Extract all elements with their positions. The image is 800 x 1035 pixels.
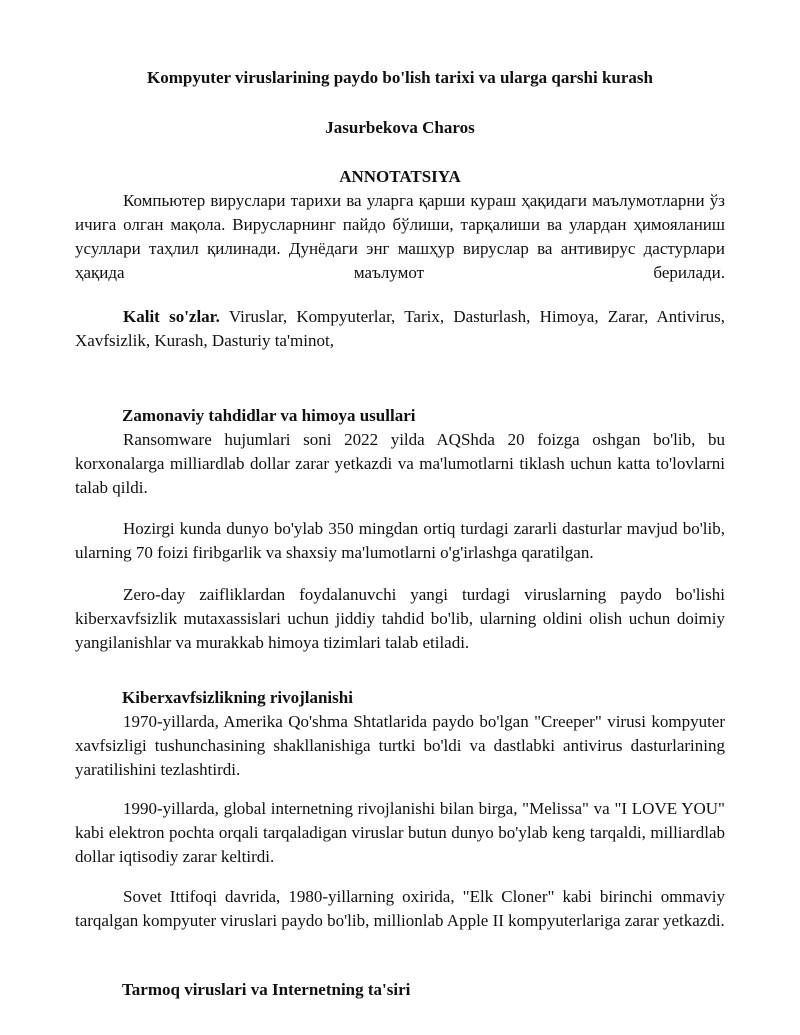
annotation-paragraph: Компьютер вируслари тарихи ва уларга қарши кураш ҳақидаги маълумотларни ўз ичига олган мақола. Вирусларнинг пайдо бўлиши, тарқалиши ва улардан ҳимояланиш усуллари таҳлил қилинади. Дунёдаги энг машҳур вируслар ва антивирус дастурлари ҳақида маълумот берилади. bbox=[75, 191, 725, 282]
section-paragraph: Hozirgi kunda dunyo bo'ylab 350 mingdan ortiq turdagi zararli dasturlar mavjud bo'lib, ularning 70 foizi firibgarlik va shaxsiy ma'lumotlarni o'g'irlashga qaratilgan. bbox=[75, 519, 725, 562]
keywords-label: Kalit so'zlar. bbox=[123, 307, 220, 326]
document-title: Kompyuter viruslarining paydo bo'lish tarixi va ularga qarshi kurash bbox=[147, 68, 653, 87]
section-paragraph: 1970-yillarda, Amerika Qo'shma Shtatlarida paydo bo'lgan "Creeper" virusi kompyuter xavfsizligi tushunchasining shakllanishiga turtki bo'ldi va dastlabki antivirus dasturlarining yaratilishini tezlashtirdi. bbox=[75, 712, 725, 779]
section-paragraph: Zero-day zaifliklardan foydalanuvchi yangi turdagi viruslarning paydo bo'lishi kiberxavfsizlik mutaxassislari uchun jiddiy tahdid bo'lib, ularning oldini olish uchun doimiy yangilanishlar va murakkab himoya tizimlari talab etiladi. bbox=[75, 585, 725, 652]
annotation-heading: ANNOTATSIYA bbox=[339, 167, 461, 186]
section-heading: Zamonaviy tahdidlar va himoya usullari bbox=[122, 406, 416, 425]
author-name: Jasurbekova Charos bbox=[325, 118, 475, 137]
section-paragraph: 1990-yillarda, global internetning rivojlanishi bilan birga, "Melissa" va "I LOVE YOU" kabi elektron pochta orqali tarqaladigan viruslar butun dunyo bo'ylab keng tarqaldi, milliardlab dollar iqtisodiy zarar keltirdi. bbox=[75, 799, 725, 866]
section-paragraph: Ransomware hujumlari soni 2022 yilda AQShda 20 foizga oshgan bo'lib, bu korxonalarga milliardlab dollar zarar yetkazdi va ma'lumotlarni tiklash uchun katta to'lovlarni talab qildi. bbox=[75, 430, 725, 497]
section-heading: Kiberxavfsizlikning rivojlanishi bbox=[122, 688, 353, 707]
section-heading: Tarmoq viruslari va Internetning ta'siri bbox=[122, 980, 411, 999]
keywords-paragraph bbox=[75, 305, 725, 353]
section-paragraph: Sovet Ittifoqi davrida, 1980-yillarning oxirida, "Elk Cloner" kabi birinchi ommaviy tarqalgan kompyuter viruslari paydo bo'lib, millionlab Apple II kompyuterlariga zarar yetkazdi. bbox=[75, 887, 725, 930]
keywords-list: Viruslar, Kompyuterlar, Tarix, Dasturlash, Himoya, Zarar, Antivirus, Xavfsizlik, Kurash, Dasturiy ta'minot, bbox=[75, 307, 725, 350]
